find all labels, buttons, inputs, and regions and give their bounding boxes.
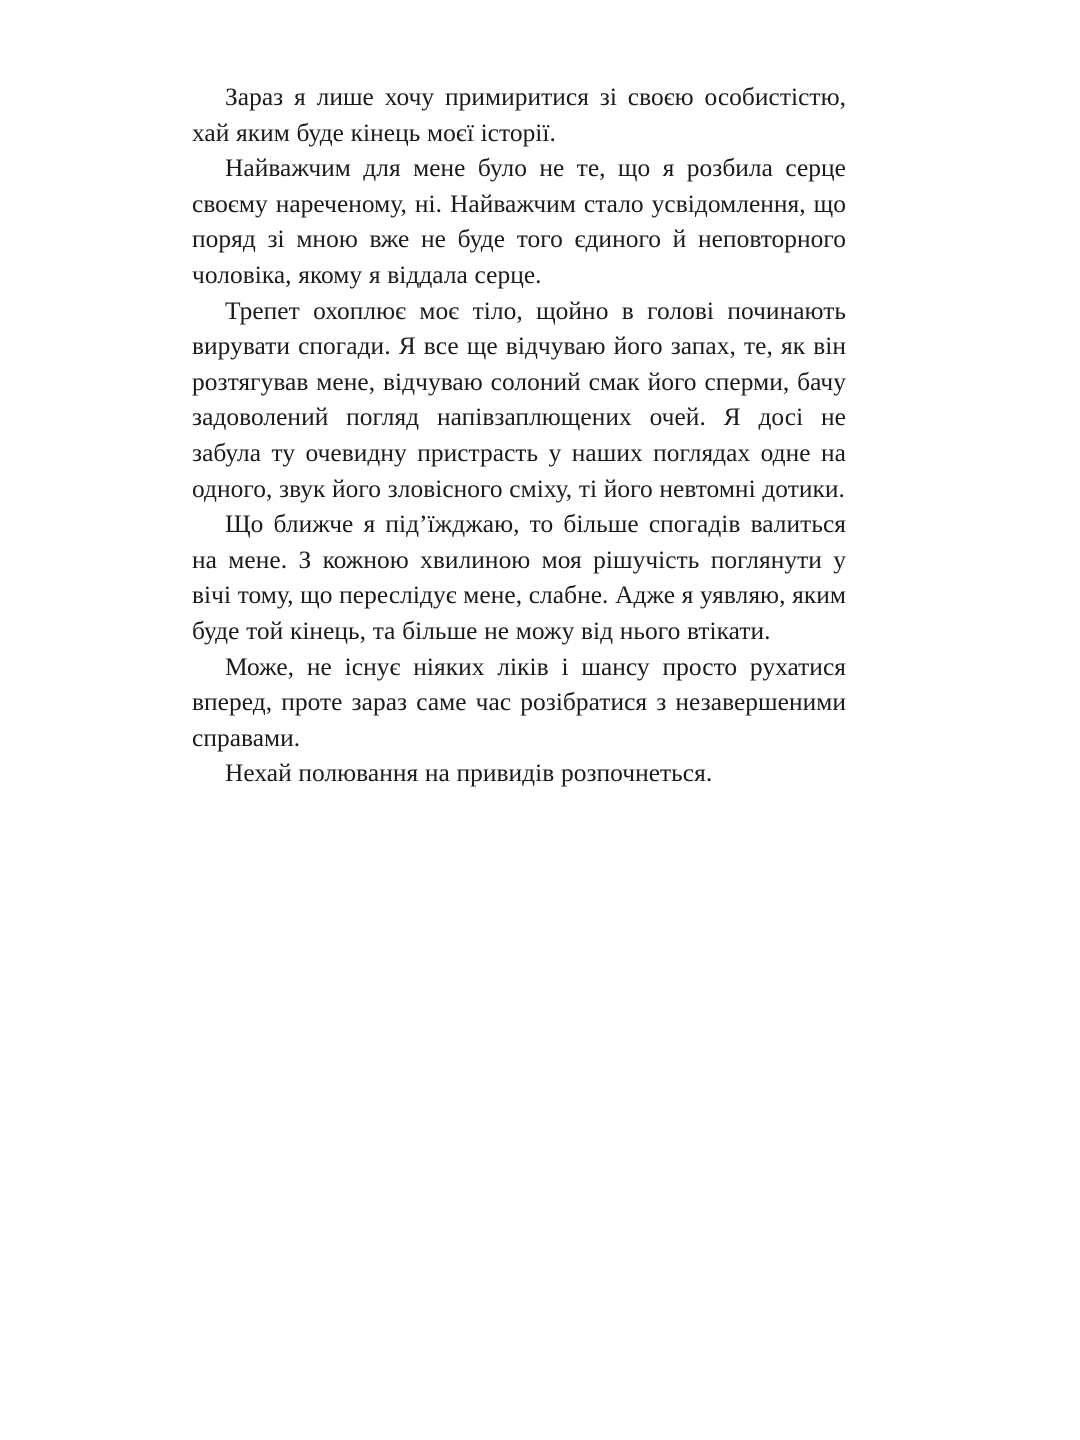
paragraph: Нехай полювання на привидів розпочнеться. [225, 759, 713, 788]
paragraph: Зараз я лише хочу примиритися зі своєю особистістю, хай яким буде кінець моєї історії. [192, 83, 846, 147]
paragraph: Трепет охоплює моє тіло, щойно в голові починають вирувати спогади. Я все ще відчуваю його запах, те, як він розтягував мене, відчуваю солоний смак його сперми, бачу задоволений погляд напівзаплющених очей. Я досі не забула ту очевидну пристрасть у наших поглядах одне на одного, звук його зловісного сміху, ті його невтомні дотики. [192, 296, 846, 503]
page-text-body [192, 80, 846, 792]
paragraph: Може, не існує ніяких ліків і шансу просто рухатися вперед, проте зараз саме час розібратися з незавершеними справами. [192, 652, 846, 752]
paragraph: Найважчим для мене було не те, що я розбила серце своєму нареченому, ні. Найважчим стало усвідомлення, що поряд зі мною вже не буде того єдиного й неповторного чоловіка, якому я віддала серце. [192, 154, 846, 289]
paragraph: Що ближче я під’їжджаю, то більше спогадів валиться на мене. З кожною хвилиною моя рішучість поглянути у вічі тому, що переслідує мене, слабне. Адже я уявляю, яким буде той кінець, та більше не можу від нього втікати. [192, 510, 846, 645]
